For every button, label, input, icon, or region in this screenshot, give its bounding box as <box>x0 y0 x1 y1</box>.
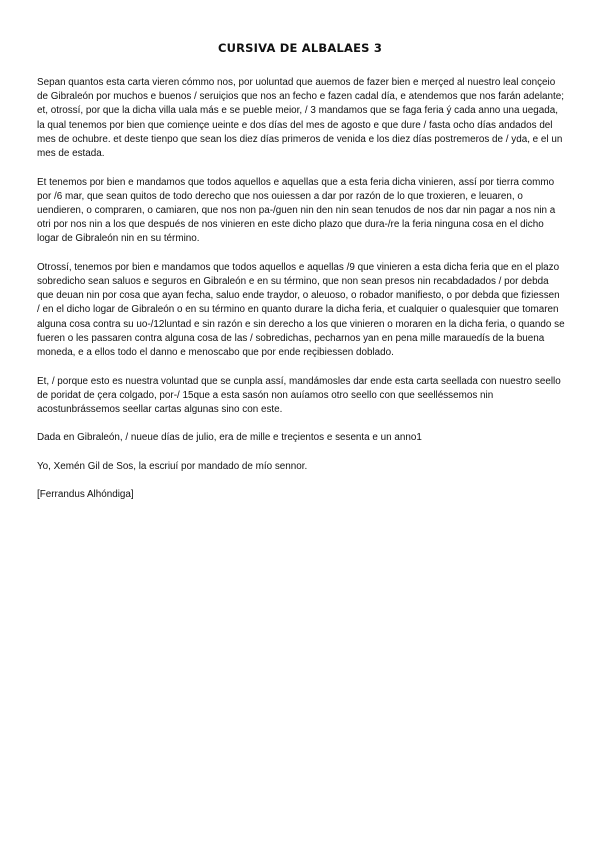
paragraph-signature: [Ferrandus Alhóndiga] <box>37 489 134 501</box>
paragraph-safe-conduct: Otrossí, tenemos por bien e mandamos que todos aquellos e aquellas /9 que vinieren a esta dicha feria que en el plazo sobredicho sean saluos e seguros en Gibraleón e en su término, que non sean presos nin recabdadados / por debda que deuan nin por cosa que ayan fecha, saluo ende traydor, o aleuoso, o robador manifiesto, o por debda que fiziessen / en el dicho logar de Gibraleón o en su término en quanto durare la dicha feria, et cualquier o qualesquier que tomaren alguna cosa contra su uo-/12luntad e sin razón e sin derecho a los que vinieren o moraren en la dicha feria, o quando se fueren o les passaren contra alguna cosa de las / sobredichas, pecharnos yan en pena mille marauedís de la buena moneda, e a ellos todo el danno e menoscabo que por ende reçibiessen doblado. <box>37 261 565 359</box>
paragraph-scribe: Yo, Xemén Gil de Sos, la escriuí por mandado de mío sennor. <box>37 460 308 472</box>
paragraph-opening: Sepan quantos esta carta vieren cómmo nos, por uoluntad que auemos de fazer bien e merçed al nuestro leal conçeio de Gibraleón por muchos e buenos / seruiçios que nos an fecho e fazen cadal día, e atendemos que nos farán adelante; et, otrossí, por que la dicha villa uala más e se pueble meior, / 3 mandamos que se faga feria ý cada anno una uegada, la qual tenemos por bien que comiençe ueinte e dos días del mes de agosto e que dure / fasta ocho días andados del mes de ochubre. et deste tienpo que sean los diez días primeros de venida e los diez días postremeros de / yda, e el un mes de estada. <box>37 77 565 160</box>
document-body <box>37 76 565 517</box>
paragraph-exemption: Et tenemos por bien e mandamos que todos aquellos e aquellas que a esta feria dicha vinieren, assí por tierra commo por /6 mar, que sean quitos de todo derecho que nos ouiessen a dar por razón de lo que troxieren, e leuaren, o uendieren, o compraren, o camiaren, que nos non pa-/guen nin den nin sean tenudos de nos dar nin pagar a nos nin a otri por nos nin a los que después de nos vinieren en este dicho plazo que dura-/re la feria ninguna cosa en el dicho logar de Gibraleón nin en su término. <box>37 176 556 245</box>
paragraph-dating: Dada en Gibraleón, / nueue días de julio, era de mille e treçientos e sesenta e un anno1 <box>37 432 422 444</box>
paragraph-seal: Et, / porque esto es nuestra voluntad que se cunpla assí, mandámosles dar ende esta carta seellada con nuestro seello de poridat de çera colgado, por-/ 15que a esta sasón non auíamos otro seello con que seelléssemos nin acostunbrássemos seellar cartas algunas sino con este. <box>37 375 561 415</box>
document-title: CURSIVA DE ALBALAES 3 <box>217 41 383 55</box>
